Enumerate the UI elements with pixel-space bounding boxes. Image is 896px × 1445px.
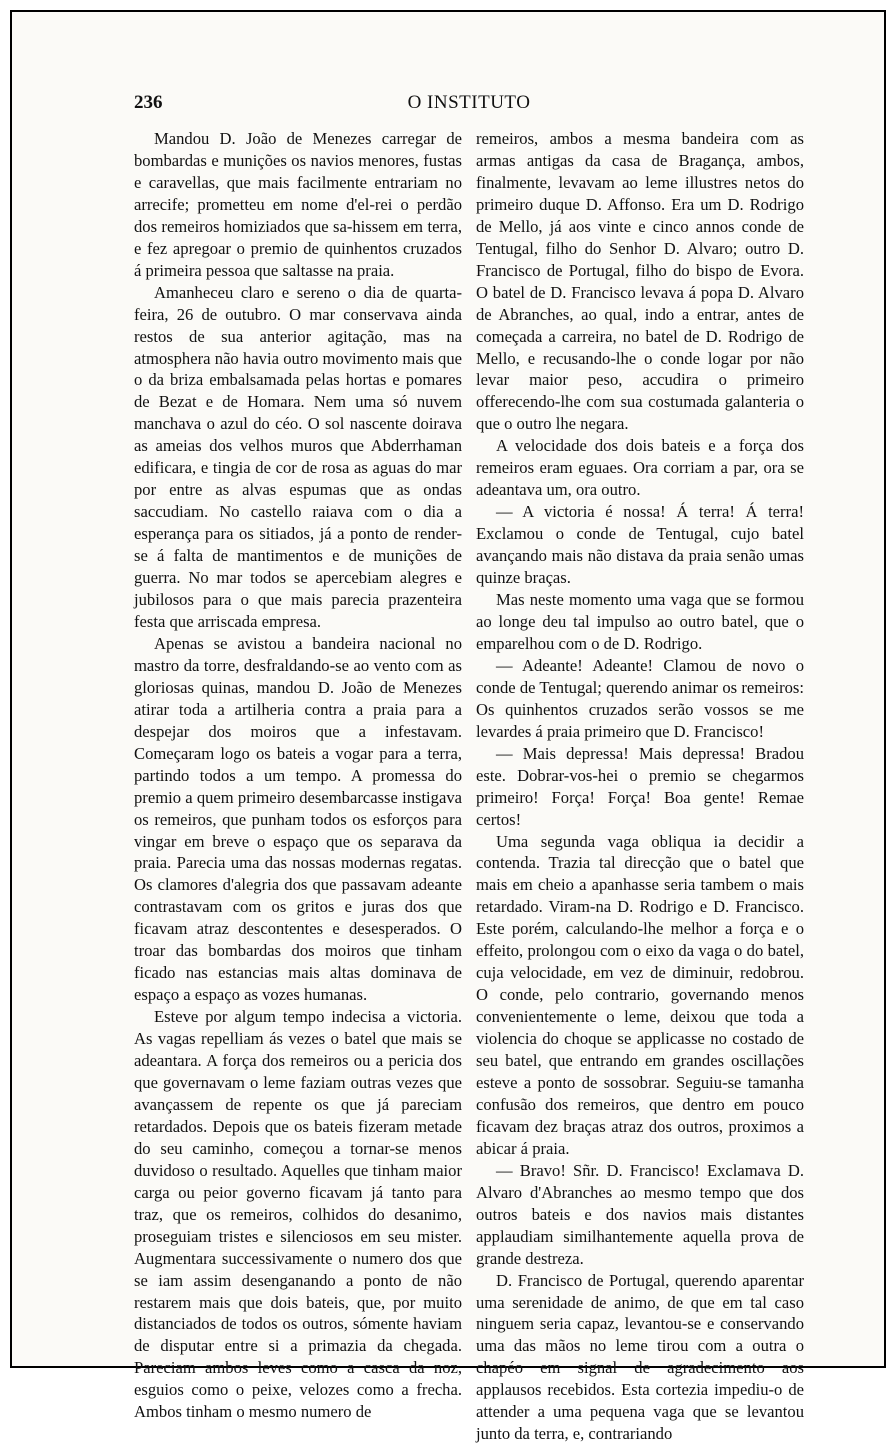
paragraph: — A victoria é nossa! Á terra! Á terra! Exclamou o conde de Tentugal, cujo batel avançando mais não distava da praia senão umas quinze braças.	[476, 502, 804, 588]
right-column	[476, 128, 804, 1445]
paragraph: — Adeante! Adeante! Clamou de novo o conde de Tentugal; querendo animar os remeiros: Os quinhentos cruzados serão vossos se me levardes á praia primeiro que D. Francisco!	[476, 655, 804, 741]
left-column	[134, 128, 462, 1423]
page-number: 236	[134, 92, 163, 113]
paragraph: Mas neste momento uma vaga que se formou ao longe deu tal impulso ao outro batel, que o emparelhou com o de D. Rodrigo.	[476, 590, 804, 653]
paragraph: Mandou D. João de Menezes carregar de bombardas e munições os navios menores, fustas e caravellas, que mais facilmente entrariam no arrecife; prometteu em nome d'el-rei o perdão dos remeiros homiziados que sa-hissem em terra, e fez apregoar o premio de quinhentos cruzados á primeira pessoa que saltasse na praia.	[134, 129, 462, 280]
paragraph: — Bravo! Sñr. D. Francisco! Exclamava D. Alvaro d'Abranches ao mesmo tempo que dos outros bateis e dos navios mais distantes applaudiam similhantemente aquella prova de grande destreza.	[476, 1160, 804, 1268]
paragraph: A velocidade dos dois bateis e a força dos remeiros eram eguaes. Ora corriam a par, ora se adeantava um, ora outro.	[476, 436, 804, 500]
running-head-title: O INSTITUTO	[407, 92, 531, 113]
page-header	[134, 92, 804, 120]
paragraph: Amanheceu claro e sereno o dia de quarta-feira, 26 de outubro. O mar conservava ainda restos de sua anterior agitação, mas na atmosphera não havia outro movimento mais que o da briza embalsamada pelas hortas e pomares de Bezat e de Homara. Nem uma só nuvem manchava o azul do céo. O sol nascente doirava as ameias dos velhos muros que Abderrhaman edificara, e tingia de cor de rosa as aguas do mar por entre as alvas espumas que as ondas saccudiam. No castello raiava com o dia a esperança para os sitiados, já a ponto de render-se á falta de mantimentos e de munições de guerra. No mar todos se apercebiam alegres e jubilosos para o que mais parecia prazenteira festa que arriscada empresa.	[134, 282, 462, 631]
paragraph-continued: remeiros, ambos a mesma bandeira com as armas antigas da casa de Bragança, ambos, finalmente, levavam ao leme illustres netos do primeiro duque D. Affonso. Era um D. Rodrigo de Mello, já aos vinte e cinco annos conde de Tentugal, filho do Senhor D. Alvaro; outro D. Francisco de Portugal, filho do bispo de Evora. O batel de D. Francisco levava á popa D. Alvaro de Abranches, ao qual, indo a entrar, antes de começada a carreira, no batel de D. Rodrigo de Mello, e recusando-lhe o conde logar por não levar maior peso, accudira o primeiro offerecendo-lhe com sua costumada galanteria o que o outro lhe negara.	[476, 129, 804, 434]
paragraph: — Mais depressa! Mais depressa! Bradou este. Dobrar-vos-hei o premio se chegarmos primeiro! Força! Força! Boa gente! Remae certos!	[476, 743, 804, 829]
paragraph: Esteve por algum tempo indecisa a victoria. As vagas repelliam ás vezes o batel que mais se adeantara. A força dos remeiros ou a pericia dos que governavam o leme faziam outras vezes que avançassem de repente os que já pareciam retardados. Depois que os bateis fizeram metade do seu caminho, começou a tornar-se menos duvidoso o resultado. Aquelles que tinham maior carga ou peior governo ficavam já tanto para traz, que os remeiros, colhidos do desanimo, proseguiam tristes e silenciosos em seu mister. Augmentara successivamente o numero dos que se iam assim desenganando a ponto de não restarem mais que dois bateis, que, por muito distanciados de todos os outros, sómente haviam de disputar entre si a primazia da chegada. Pareciam ambos leves como a casca da noz, esguios como o peixe, velozes como a frecha. Ambos tinham o mesmo numero de	[134, 1007, 462, 1422]
paragraph: D. Francisco de Portugal, querendo aparentar uma serenidade de animo, de que em tal caso ninguem seria capaz, levantou-se e conservando uma das mãos no leme tirou com a outra o chapéo em signal de agradecimento aos applausos recebidos. Esta cortezia impediu-o de attender a uma pequena vaga que se levantou junto da terra, e, contrariando	[476, 1270, 804, 1444]
paragraph: Uma segunda vaga obliqua ia decidir a contenda. Trazia tal direcção que o batel que mais em cheio a apanhasse seria tambem o mais retardado. Viram-na D. Rodrigo e D. Francisco. Este porém, calculando-lhe melhor a força e o effeito, prolongou com o eixo da vaga o do batel, cuja velocidade, em vez de diminuir, redobrou. O conde, pelo contrario, governando menos convenientemente o leme, deixou que toda a violencia do choque se applicasse no costado de seu batel, que entrando em grandes oscillações esteve a ponto de sossobrar. Seguiu-se tamanha confusão dos remeiros, que dentro em pouco ficavam dez braças atraz dos outros, proximos a abicar á praia.	[476, 831, 804, 1158]
paragraph: Apenas se avistou a bandeira nacional no mastro da torre, desfraldando-se ao vento com as gloriosas quinas, mandou D. João de Menezes atirar toda a artilheria contra a praia para a despejar dos moiros que a infestavam. Começaram logo os bateis a vogar para a terra, partindo todos a um tempo. A promessa do premio a quem primeiro desembarcasse instigava os remeiros, que punham todos os esforços para vingar em breve o espaço que os separava da praia. Parecia uma das nossas modernas regatas. Os clamores d'alegria dos que passavam adeante contrastavam com os gritos e juras dos que ficavam atraz descontentes e desesperados. O troar das bombardas dos moiros que tinham ficado nas estancias mais altas dominava de espaço a espaço as vozes humanas.	[134, 633, 462, 1005]
